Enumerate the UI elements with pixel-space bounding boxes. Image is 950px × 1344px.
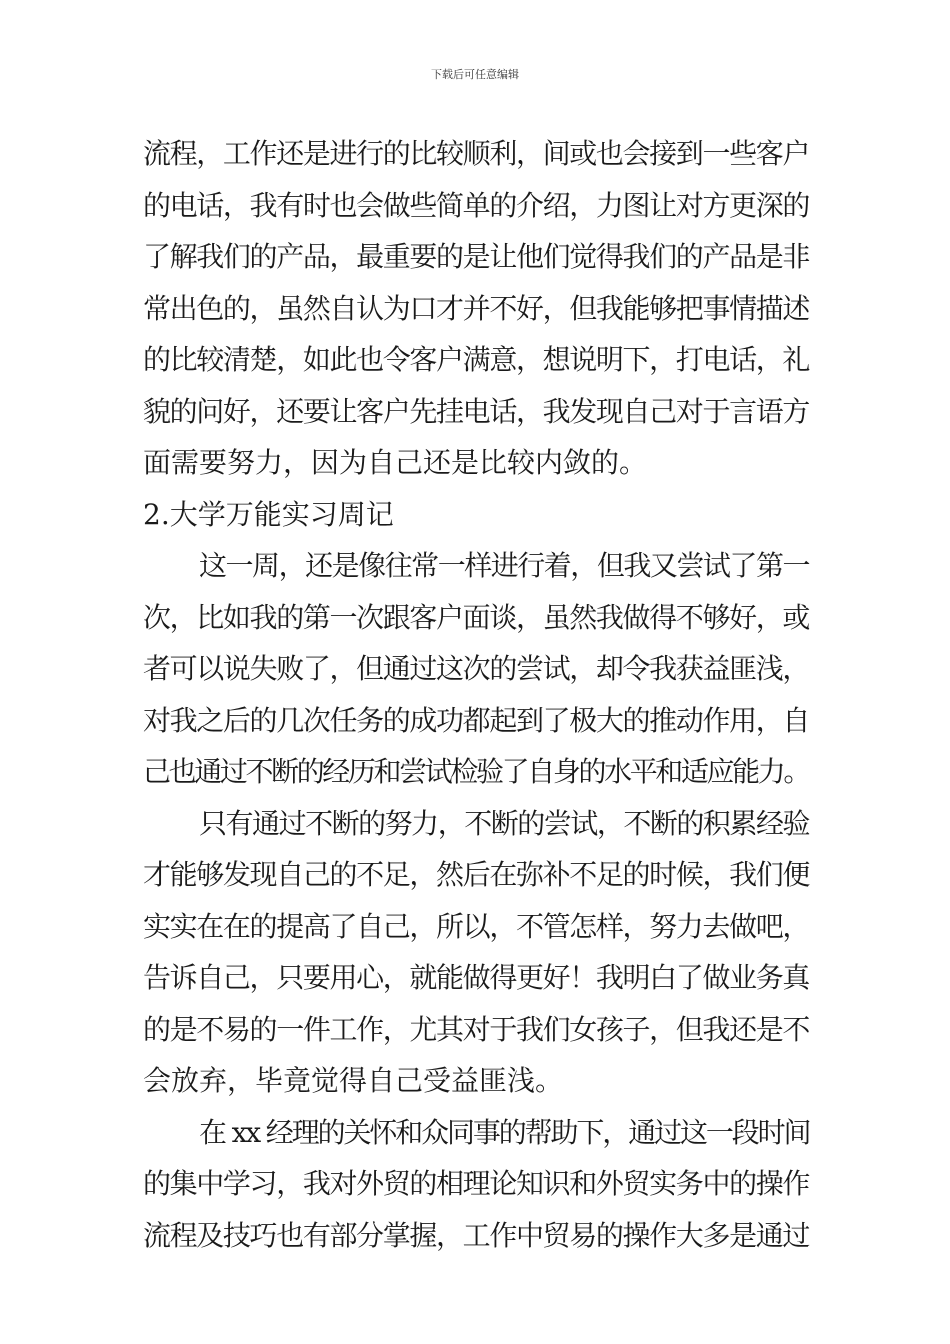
text-line: 流程，工作还是进行的比较顺利，间或也会接到一些客户 (143, 137, 810, 170)
text-line: 的比较清楚，如此也令客户满意，想说明下，打电话，礼 (143, 343, 810, 376)
page-header: 下载后可任意编辑 (431, 68, 519, 81)
text-line: 常出色的，虽然自认为口才并不好，但我能够把事情描述 (143, 291, 810, 325)
text-line: 次，比如我的第一次跟客户面谈，虽然我做得不够好，或 (143, 600, 810, 634)
text-line: 了解我们的产品，最重要的是让他们觉得我们的产品是非 (143, 240, 810, 273)
text-line: 在 xx 经理的关怀和众同事的帮助下，通过这一段时间 (199, 1115, 810, 1149)
text-line: 貌的问好，还要让客户先挂电话，我发现自己对于言语方 (143, 394, 810, 428)
text-line: 己也通过不断的经历和尝试检验了自身的水平和适应能力。 (143, 755, 810, 788)
text-line: 的集中学习，我对外贸的相理论知识和外贸实务中的操作 (143, 1167, 810, 1200)
text-line: 实实在在的提高了自己，所以，不管怎样，努力去做吧， (143, 909, 810, 943)
text-line: 对我之后的几次任务的成功都起到了极大的推动作用，自 (143, 703, 810, 737)
text-line: 会放弃，毕竟觉得自己受益匪浅。 (143, 1064, 564, 1097)
text-line: 流程及技巧也有部分掌握，工作中贸易的操作大多是通过 (143, 1218, 810, 1252)
text-line: 这一周，还是像往常一样进行着，但我又尝试了第一 (199, 549, 810, 582)
text-line: 2.大学万能实习周记 (143, 497, 394, 531)
text-line: 告诉自己，只要用心，就能做得更好！我明白了做业务真 (143, 961, 810, 994)
text-line: 才能够发现自己的不足，然后在弥补不足的时候，我们便 (143, 858, 810, 891)
text-line: 只有通过不断的努力，不断的尝试，不断的积累经验 (199, 806, 810, 840)
text-line: 的是不易的一件工作，尤其对于我们女孩子，但我还是不 (143, 1012, 810, 1046)
document-body (143, 128, 809, 1261)
text-line: 者可以说失败了，但通过这次的尝试，却令我获益匪浅， (143, 652, 810, 685)
text-line: 面需要努力，因为自己还是比较内敛的。 (143, 446, 648, 479)
text-line: 的电话，我有时也会做些简单的介绍，力图让对方更深的 (143, 188, 810, 222)
